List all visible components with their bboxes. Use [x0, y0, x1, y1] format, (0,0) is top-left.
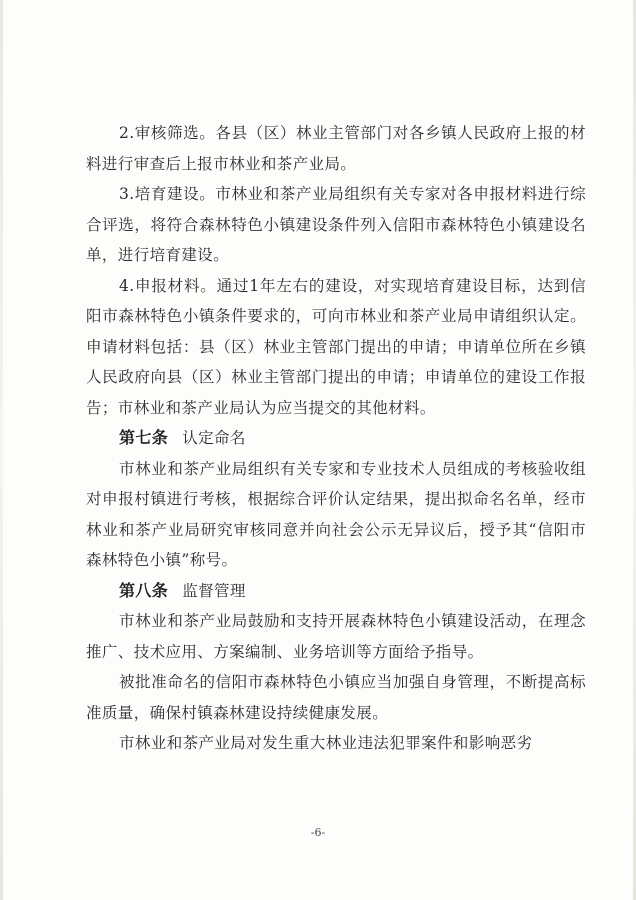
- scan-edge-left: [0, 0, 3, 900]
- paragraph-self-management: 被批准命名的信阳市森林特色小镇应当加强自身管理，不断提高标准质量，确保村镇森林建设持续健康发展。: [86, 673, 586, 722]
- paragraph-cultivation-construction: 3.培育建设。市林业和茶产业局组织有关专家对各申报材料进行综合评选，将符合森林特色小镇建设条件列入信阳市森林特色小镇建设名单，进行培育建设。: [86, 185, 586, 264]
- paragraph-application-materials: 4.申报材料。通过1年左右的建设，对实现培育建设目标，达到信阳市森林特色小镇条件要求的，可向市林业和茶产业局申请组织认定。申请材料包括：县（区）林业主管部门提出的申请；申请单位所在乡镇人民政府向县（区）林业主管部门提出的申请；申请单位的建设工作报告；市林业和茶产业局认为应当提交的其他材料。: [86, 276, 586, 417]
- article-8-heading: [86, 576, 586, 607]
- article-7-title: 认定命名: [182, 429, 246, 447]
- article-8-number: 第八条: [119, 580, 169, 600]
- article-8-title: 监督管理: [182, 581, 246, 600]
- article-7-number: 第七条: [119, 428, 169, 447]
- paragraph-review-screening: 2.审核筛选。各县（区）林业主管部门对各乡镇人民政府上报的材料进行审查后上报市林业和茶产业局。: [86, 124, 586, 173]
- page-number: -6-: [310, 826, 326, 839]
- paragraph-violation-cases: 市林业和茶产业局对发生重大林业违法犯罪案件和影响恶劣: [119, 734, 533, 752]
- article-7-heading: [86, 423, 586, 454]
- paragraph-certification-naming: 市林业和茶产业局组织有关专家和专业技术人员组成的考核验收组对申报村镇进行考核，根据综合评价认定结果，提出拟命名名单，经市林业和茶产业局研究审核同意并向社会公示无异议后，授予其“信阳市森林特色小镇”称号。: [86, 459, 586, 569]
- paragraph-supervision-guidance: 市林业和茶产业局鼓励和支持开展森林特色小镇建设活动，在理念推广、技术应用、方案编制、业务培训等方面给予指导。: [86, 612, 586, 661]
- document-body: [86, 118, 586, 759]
